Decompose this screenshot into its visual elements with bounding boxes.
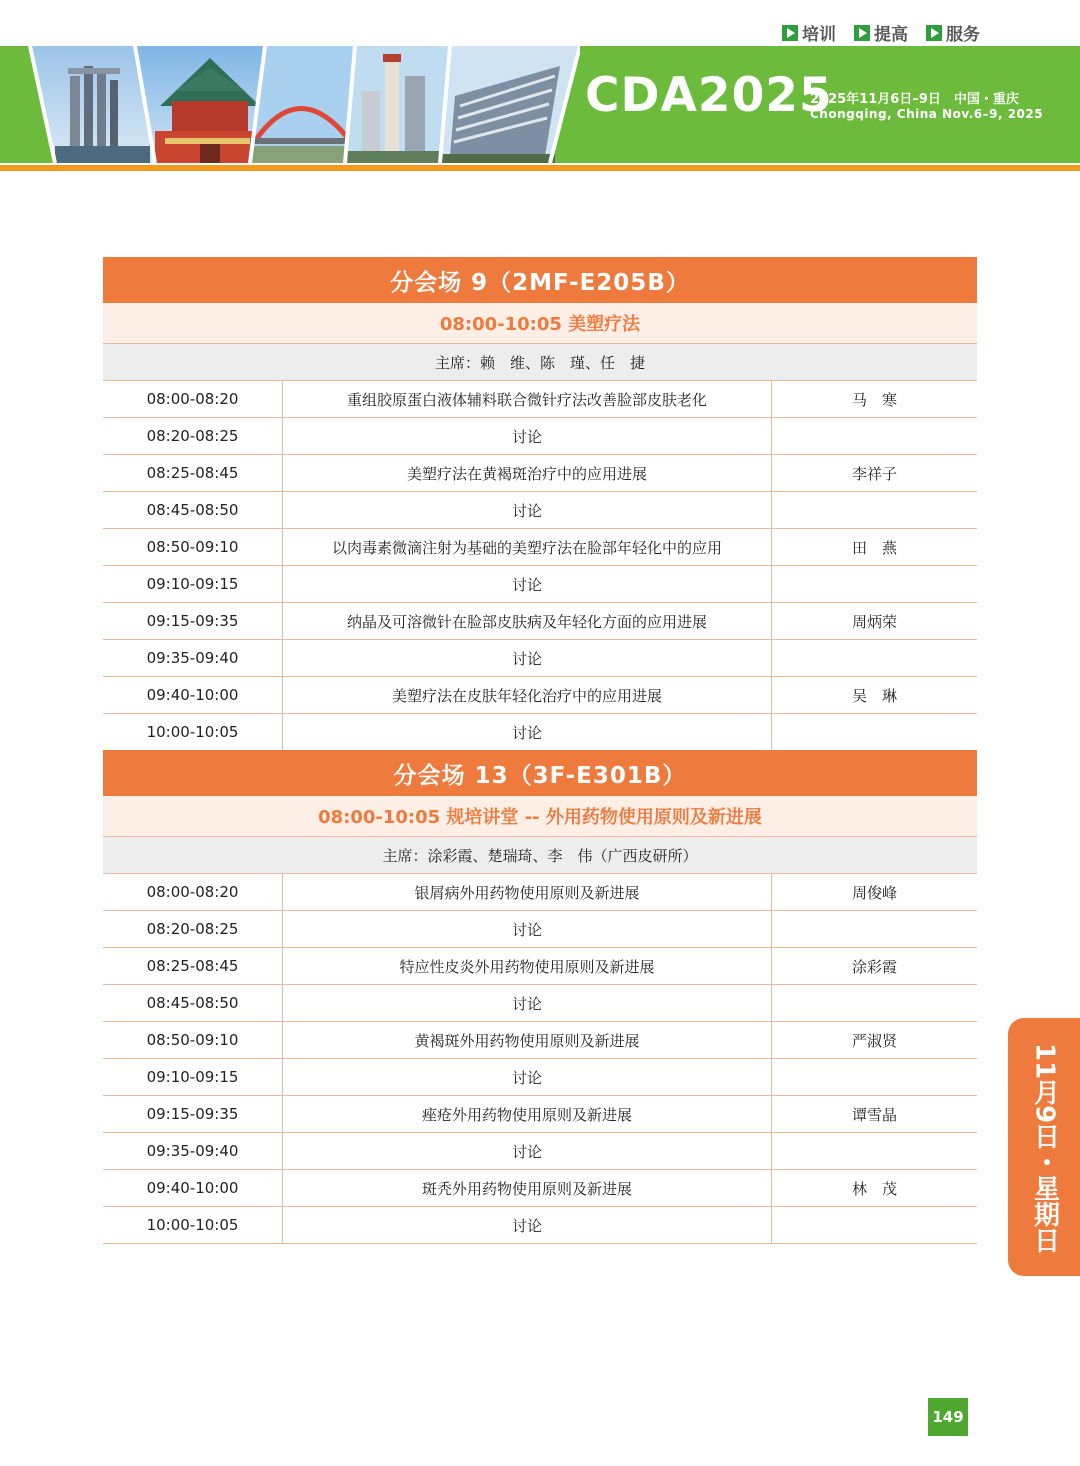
time-cell: 10:00-10:05 [103,714,283,750]
nav-item-service[interactable] [926,20,980,45]
topic-cell: 讨论 [283,1207,772,1243]
speaker-cell: 严淑贤 [851,1031,897,1050]
time-cell: 09:10-09:15 [103,1059,283,1095]
date-side-tab [1008,1018,1080,1276]
nav-item-improve[interactable] [854,20,908,45]
topic-cell: 讨论 [283,492,772,528]
table-row [103,1059,977,1096]
time-cell: 08:50-09:10 [103,529,283,565]
nav-label: 服务 [946,25,980,45]
speaker-cell [772,1133,977,1169]
table-row [103,603,977,640]
session-time: 08:00-10:05 美塑疗法 [103,303,977,344]
speaker-cell [772,418,977,454]
table-row [103,948,977,985]
speaker-cell: 吴 琳 [851,686,897,705]
table-row [103,1170,977,1207]
time-cell: 09:35-09:40 [103,640,283,676]
topic-cell: 以肉毒素微滴注射为基础的美塑疗法在脸部年轻化中的应用 [283,529,772,565]
table-row [103,911,977,948]
speaker-cell [772,566,977,602]
time-cell: 08:25-08:45 [103,455,283,491]
session-block [103,257,977,751]
time-cell: 09:35-09:40 [103,1133,283,1169]
topic-cell: 美塑疗法在皮肤年轻化治疗中的应用进展 [283,677,772,713]
table-row [103,492,977,529]
session-title: 分会场 13（3F-E301B） [103,750,977,796]
time-cell: 08:00-08:20 [103,381,283,417]
topic-cell: 讨论 [283,418,772,454]
speaker-cell [772,1207,977,1243]
speaker-cell [772,985,977,1021]
time-cell: 09:40-10:00 [103,677,283,713]
topic-cell: 讨论 [283,985,772,1021]
topic-cell: 讨论 [283,1059,772,1095]
nav-item-training[interactable] [782,20,836,45]
event-info [810,88,1043,121]
play-arrow-icon [854,25,870,41]
table-row [103,1022,977,1059]
event-date-location-en: Chongqing, China Nov.6–9, 2025 [810,107,1044,121]
speaker-cell [772,640,977,676]
speaker-cell: 涂彩霞 [851,957,897,976]
table-row [103,640,977,677]
speaker-cell [772,911,977,947]
speaker-cell: 李祥子 [851,464,897,483]
table-row [103,381,977,418]
page-number: 149 [928,1398,968,1436]
orange-divider [0,163,1080,175]
session-title: 分会场 9（2MF-E205B） [103,257,977,303]
speaker-cell [772,1059,977,1095]
speaker-cell: 周炳荣 [851,612,897,631]
speaker-cell: 田 燕 [851,538,897,557]
play-arrow-icon [782,25,798,41]
table-row [103,677,977,714]
table-row [103,985,977,1022]
date-side-label: 11月9日・星期日 [1029,1042,1060,1254]
topic-cell: 讨论 [283,911,772,947]
topic-cell: 讨论 [283,640,772,676]
table-row [103,529,977,566]
table-row [103,418,977,455]
speaker-cell [772,714,977,750]
time-cell: 09:15-09:35 [103,1096,283,1132]
nav-label: 提高 [874,25,908,45]
speaker-cell [772,492,977,528]
topic-cell: 讨论 [283,714,772,750]
speaker-cell: 周俊峰 [851,883,897,902]
topic-cell: 美塑疗法在黄褐斑治疗中的应用进展 [283,455,772,491]
time-cell: 08:20-08:25 [103,418,283,454]
topic-cell: 纳晶及可溶微针在脸部皮肤病及年轻化方面的应用进展 [283,603,772,639]
topic-cell: 重组胶原蛋白液体辅料联合微针疗法改善脸部皮肤老化 [283,381,772,417]
topic-cell: 黄褐斑外用药物使用原则及新进展 [283,1022,772,1058]
time-cell: 09:15-09:35 [103,603,283,639]
table-row [103,1207,977,1244]
speaker-cell: 林 茂 [851,1179,897,1198]
topic-cell: 讨论 [283,566,772,602]
topic-cell: 讨论 [283,1133,772,1169]
session-time: 08:00-10:05 规培讲堂 -- 外用药物使用原则及新进展 [103,796,977,837]
brand-logo-text: CDA2025 [585,68,833,123]
time-cell: 08:25-08:45 [103,948,283,984]
time-cell: 09:40-10:00 [103,1170,283,1206]
top-nav [782,20,980,45]
table-row [103,714,977,751]
time-cell: 08:50-09:10 [103,1022,283,1058]
topic-cell: 特应性皮炎外用药物使用原则及新进展 [283,948,772,984]
time-cell: 08:20-08:25 [103,911,283,947]
table-row [103,1096,977,1133]
time-cell: 09:10-09:15 [103,566,283,602]
time-cell: 08:45-08:50 [103,985,283,1021]
speaker-cell: 马 寒 [851,390,897,409]
speaker-cell: 谭雪晶 [851,1105,897,1124]
table-row [103,566,977,603]
time-cell: 08:45-08:50 [103,492,283,528]
session-chair: 主席：涂彩霞、楚瑞琦、李 伟（广西皮研所） [103,837,977,874]
table-row [103,455,977,492]
city-photo-collage [0,46,580,163]
session-block [103,750,977,1244]
table-row [103,1133,977,1170]
time-cell: 08:00-08:20 [103,874,283,910]
header-banner [0,46,1080,163]
time-cell: 10:00-10:05 [103,1207,283,1243]
play-arrow-icon [926,25,942,41]
topic-cell: 斑秃外用药物使用原则及新进展 [283,1170,772,1206]
table-row [103,874,977,911]
nav-label: 培训 [802,25,836,45]
topic-cell: 银屑病外用药物使用原则及新进展 [283,874,772,910]
session-chair: 主席：赖 维、陈 瑾、任 捷 [103,344,977,381]
event-date-location: 2025年11月6日–9日 中国・重庆 [810,92,1019,107]
topic-cell: 痤疮外用药物使用原则及新进展 [283,1096,772,1132]
